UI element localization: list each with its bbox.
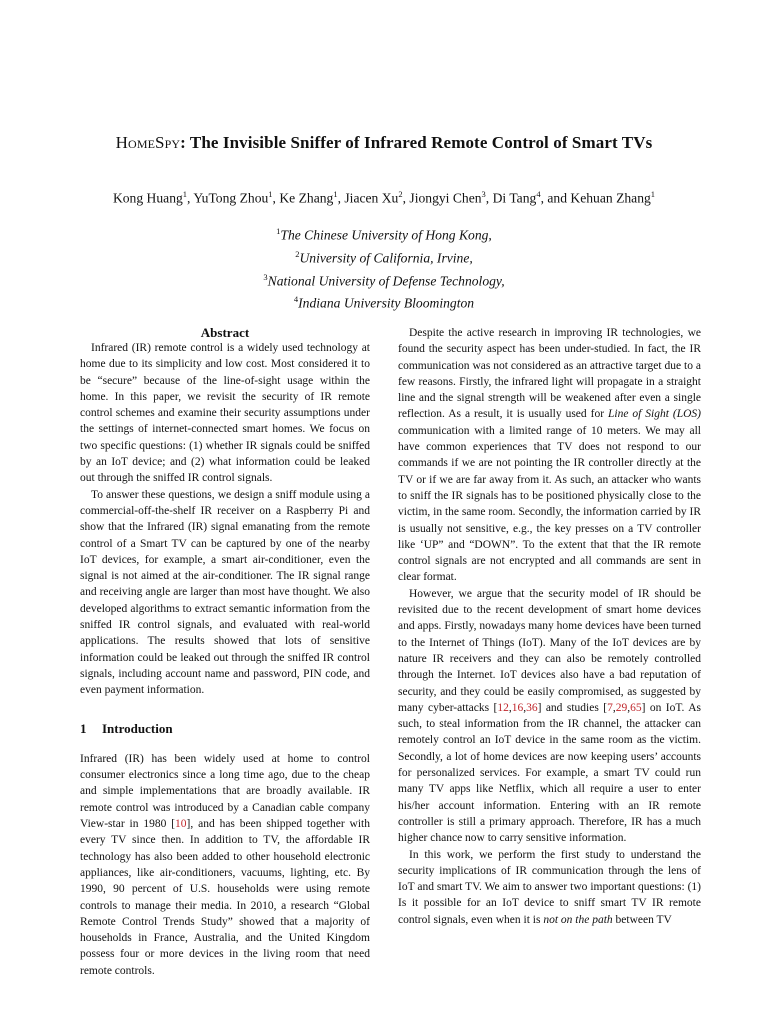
right-paragraph-1 [398, 325, 701, 586]
section-heading-introduction [80, 721, 370, 737]
citation-link[interactable]: 10 [175, 818, 187, 831]
author-separator: , and [540, 190, 571, 206]
affiliation-number: 3 [263, 271, 268, 282]
affiliation-name: University of California, Irvine, [299, 250, 473, 266]
right-column [398, 325, 701, 928]
right-p2-text-c: ] on IoT. As such, to steal information from the IR channel, the attacker can remotely control an IoT device in the same room as the victim. Secondly, a lot of home devices are now keeping users’ accounts for personalized services. For example, a smart TV could run many TV apps like Netflix, which all require a user to enter his/her account information. Entering with an IR remote controller is still a primary approach. Therefore, IR has a much higher chance now to carry sensitive information. [398, 701, 701, 845]
author-affiliation-mark: 1 [333, 189, 338, 199]
citation-link[interactable]: 12 [497, 701, 509, 714]
abstract-paragraph-2: To answer these questions, we design a sniff module using a commercial-off-the-shelf IR receiver on a Raspberry Pi and show that the Infrared (IR) signal emanating from the remote control of a Smart TV can be captured by one of the nearby IoT devices, for example, a smart air-conditioner, even the signal is not aimed at the air-conditioner. The IR signal range and receiving angle are larger than most have thought. We also developed algorithms to extract semantic information from the sniffed IR control signals, and evaluated with real-world applications. The results showed that lots of sensitive information could be leaked out through the sniffed IR control signals, including account name and password, PIN code, and even payment information. [80, 488, 370, 697]
author-affiliation-mark: 1 [182, 189, 188, 199]
intro-paragraph-1 [80, 751, 370, 979]
citation-link[interactable]: 36 [526, 701, 538, 714]
author-separator: , [337, 190, 345, 206]
affiliation-line [0, 268, 768, 291]
author-separator: , [187, 190, 194, 206]
affiliation-line [0, 222, 768, 245]
los-emphasis: Line of Sight (LOS) [607, 408, 701, 421]
right-p3-text-a: In this work, we perform the first study to understand the security implications of IR communication through the lens of IoT and smart TV. We aim to answer two important questions: (1) Is it possible for an IoT device to sniff smart TV IR remote control signals, even when it is [398, 848, 701, 926]
citation-link[interactable]: 29 [615, 701, 628, 714]
title-system-name: HomeSpy [115, 133, 181, 152]
citation-link[interactable]: 7 [607, 701, 613, 714]
affiliation-name: The Chinese University of Hong Kong, [280, 227, 492, 243]
right-p3-text-b: between TV [612, 913, 672, 926]
author-separator: , [272, 190, 280, 206]
affiliation-list [0, 222, 768, 313]
paper-title [0, 133, 768, 153]
affiliation-line [0, 245, 768, 268]
author-affiliation-mark: 1 [650, 189, 656, 199]
author-affiliation-mark: 4 [536, 189, 541, 199]
author-name: Di Tang [492, 190, 537, 206]
author-name: Kehuan Zhang [570, 190, 651, 206]
author-list [0, 189, 768, 207]
section-number: 1 [80, 720, 87, 736]
affiliation-name: National University of Defense Technology, [267, 273, 505, 289]
author-separator: , [485, 190, 493, 206]
author-name: YuTong Zhou [193, 190, 269, 206]
citation-link[interactable]: 65 [630, 701, 642, 714]
left-column [80, 325, 370, 979]
affiliation-number: 1 [276, 226, 281, 236]
affiliation-number: 2 [295, 248, 300, 259]
right-paragraph-3 [398, 847, 701, 928]
intro-text-a: Infrared (IR) has been widely used at home to control consumer electronics since a long time ago, due to the cheap and simple implementations that are broadly available. IR remote control was introduced by a Canadian cable company View-star in 1980 [ [80, 752, 370, 831]
author-affiliation-mark: 3 [481, 189, 486, 199]
right-p1-text-b: communication with a limited range of 10 meters. We may all have common experiences that TV does not respond to our commands if we are not pointing the IR controller directly at the TV or if we are far away from it. As such, an attacker who wants to sniff the IR signals has to be positioned physically close to the victim, in the same room. Secondly, the information carried by IR is usually not sensitive, e.g., the key presses on a TV controller like ‘UP” and “DOWN”. To the extent that that the IR remote control signals are not encrypted and all commands are sent in clear format. [398, 424, 701, 584]
author-name: Jiacen Xu [344, 190, 399, 206]
right-p1-text-a: Despite the active research in improving IR technologies, we found the security aspect has been under-studied. In fact, the IR communication was not considered as an attractive target due to a few reasons. Firstly, the infrared light will propagate in a straight line and the signal strength will be weakened after even a single reflection. As a result, it is usually used for [398, 327, 701, 421]
right-paragraph-2: However, we argue that the security model of IR should be revisited due to the recent development of smart home devices and apps. Firstly, nowadays many home devices have been turned to the Internet of Things (IoT). Many of the IoT devices are by nature IR receivers and they can also be remotely controlled through the Internet. IoT devices also have a bad reputation of security, and they could be easily compromised, as suggested by many cyber-attacks [12,16,36] and studies [7,29,65] on IoT. As such, to steal information from the IR channel, the attacker can remotely control an IoT device in the same room as the victim. Secondly, a lot of home devices are now keeping users’ accounts for personalized services. For example, a smart TV could run many TV apps like Netflix, which all require a user to enter his/her account information. Entering with an IR remote controller is still a primary approach. Therefore, IR has a much higher chance now to carry sensitive information. [398, 587, 701, 845]
author-name: Jiongyi Chen [409, 190, 482, 206]
affiliation-line [0, 290, 768, 313]
abstract-heading: Abstract [200, 325, 250, 340]
section-title: Introduction [102, 720, 173, 736]
right-p2-text-a: However, we argue that the security model of IR should be revisited due to the recent development of smart home devices and apps. Firstly, nowadays many home devices have been turned to the Internet of Things (IoT). Many of the IoT devices are by nature IR receivers and they can also be remotely controlled through the Internet. IoT devices also have a bad reputation of security, and they could be easily compromised, as suggested by many cyber-attacks [ [398, 587, 701, 714]
author-name: Kong Huang [112, 190, 183, 206]
affiliation-number: 4 [293, 294, 299, 305]
author-separator: , [402, 190, 410, 206]
affiliation-name: Indiana University Bloomington [298, 296, 475, 312]
author-affiliation-mark: 2 [398, 189, 403, 199]
path-emphasis: not on the path [543, 913, 613, 926]
author-name: Ke Zhang [279, 190, 334, 206]
author-affiliation-mark: 1 [268, 189, 273, 199]
right-p2-text-b: ] and studies [ [537, 701, 608, 714]
citation-link[interactable]: 16 [511, 701, 524, 714]
title-text: : The Invisible Sniffer of Infrared Remote Control of Smart TVs [180, 133, 653, 152]
intro-text-b: ], and has been shipped together with every TV since then. In addition to TV, the affordable IR technology has also been added to other household electronic appliances, like air-conditioners, vacuums, lighting, etc. By 1990, 90 percent of U.S. households were using remote controls to manage their media. In 2010, a research “Global Remote Control Trends Study” showed that a majority of households in France, Australia, and the United Kingdom possess four or more devices in the living room that need remote controls. [80, 818, 370, 977]
abstract-paragraph-1: Infrared (IR) remote control is a widely used technology at home due to its simplicity and low cost. Most considered it to be “secure” because of the line-of-sight usage within the home. In this paper, we revisit the security of IR remote control schemes and examine their security assumptions under the settings of internet-connected smart homes. We focus on two specific questions: (1) whether IR signals could be sniffed by an IoT device; and (2) what information could be leaked out through the sniffed IR control signals. [80, 342, 370, 485]
